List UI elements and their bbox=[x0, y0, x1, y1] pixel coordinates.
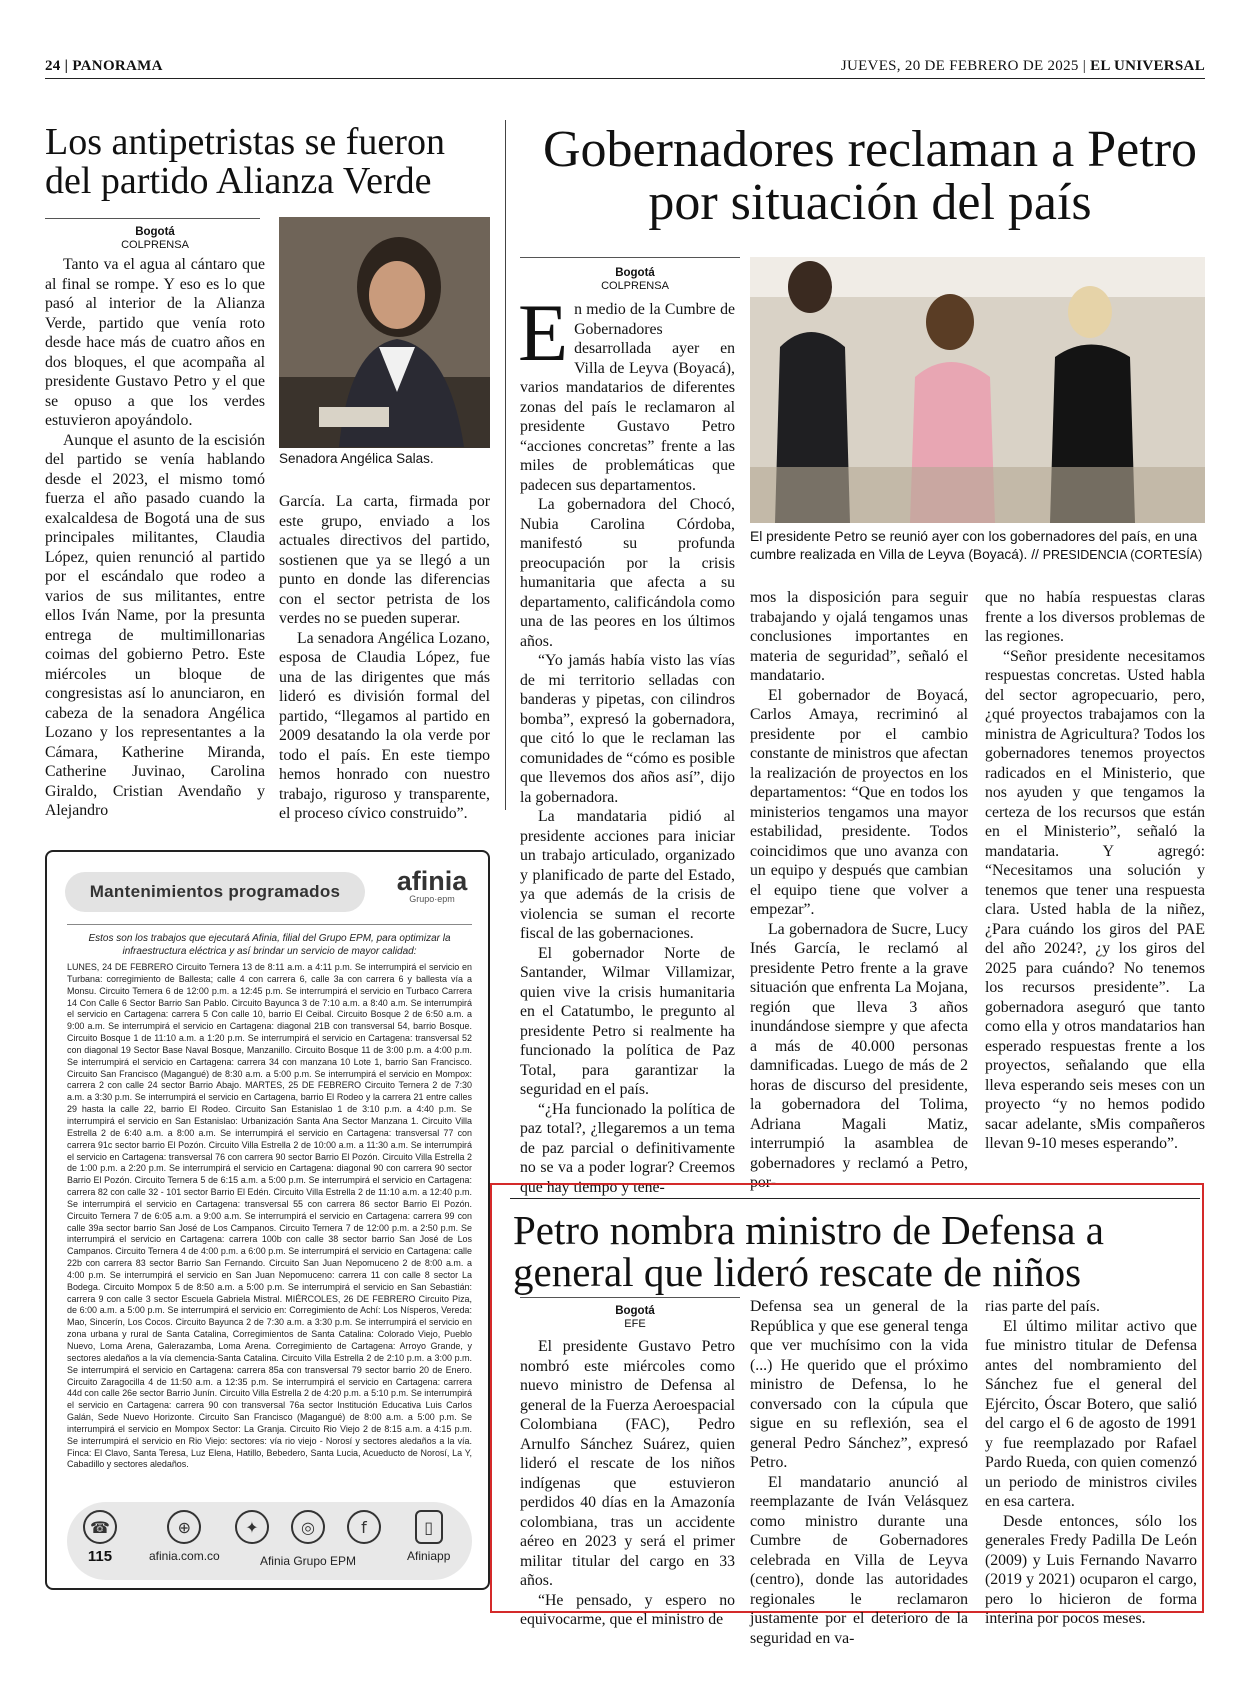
byline-agency: EFE bbox=[624, 1317, 646, 1330]
web-block bbox=[149, 1510, 220, 1563]
article2-column-2 bbox=[750, 588, 968, 1193]
newspaper-name: EL UNIVERSAL bbox=[1090, 58, 1205, 74]
paragraph: El último militar activo que fue ministro titular de Defensa antes del nombramiento del Sánchez fue el general del Ejército, Óscar Botero, que salió del cargo el 6 de agosto de 1991 y fue reemplazado por Rafael Pardo Rueda, con quien comenzó un periodo de ministros civiles en esa cartera. bbox=[985, 1317, 1197, 1510]
paragraph: “Señor presidente necesitamos respuestas concretas. Usted habla del sector agropecuario, pero, ¿qué proyectos trabajamos con la ministra de Agricultura? Todos los gobernadores tenemos proyectos radicados en el Ministerio, que nos ayuden y que tengamos la certeza de los recursos que están en el Ministerio”, señaló la mandataria. Y agregó: “Necesitamos una solución y tenemos que tener una respuesta clara. Usted habla de la niñez, ¿Para cuándo los giros del PAE del año 2024?, ¿y los giros del 2025 para cuándo? No tenemos los recursos presidente”. La gobernadora aseguró que tanto como ella y otros mandatarios han esperado respuestas frente a los proyectos, señalando que ella lleva esperando seis meses con un proyecto “y no hemos podido sacar adelante, sMis compañeros llevan 9-10 meses esperando”. bbox=[985, 647, 1205, 1152]
article3-column-1 bbox=[520, 1337, 735, 1630]
paragraph: Tanto va el agua al cántaro que al final se rompe. Y eso es lo que pasó al interior de la Alianza Verde, partido que venía roto desde hace más de cuatro años en dos bloques, el que acompaña al presidente Gustavo Petro y el que se opuso a que los verdes estuvieron apoyándolo. bbox=[45, 256, 265, 429]
byline-city: Bogotá bbox=[135, 226, 175, 238]
article1-byline bbox=[90, 226, 220, 251]
paragraph: García. La carta, firmada por este grupo, enviado a los actuales directivos del partido, sostienen que ya se llegó a un punto en donde las diferencias con el sector petrista de los verdes no se pueden superar. bbox=[279, 493, 490, 627]
article3-title: Petro nombra ministro de Defensa a general que lideró rescate de niños bbox=[513, 1207, 1104, 1295]
web-icon: ⊕ bbox=[167, 1510, 201, 1544]
afinia-logo bbox=[382, 866, 482, 904]
article2-column-3 bbox=[985, 588, 1205, 1154]
article2-photo-caption bbox=[750, 528, 1205, 564]
caption-text: El presidente Petro se reunió ayer con los gobernadores del país, en una cumbre realizada en Villa de Leyva (Boyacá). // bbox=[750, 529, 1198, 562]
byline-rule bbox=[520, 257, 740, 258]
phone-number: 115 bbox=[87, 1548, 113, 1565]
paragraph: Defensa sea un general de la República y que ese general tenga que ver muchísimo con la vida (...) He querido que el próximo ministro de Defensa, lo he conversado con la cúpula que sigue en su reflexión, sea el general Pedro Sánchez”, expresó Petro. bbox=[750, 1298, 968, 1471]
web-address: afinia.com.co bbox=[149, 1549, 220, 1563]
page-header-left: 24 | PANORAMA bbox=[45, 58, 163, 74]
page-header-right: JUEVES, 20 DE FEBRERO DE 2025 | EL UNIVERSAL bbox=[840, 58, 1205, 74]
paragraph: El mandatario anunció al reemplazante de Iván Velásquez como ministro durante una Cumbre de Gobernadores celebrada en Villa de Leyva (centro), donde las autoridades regionales le reclamaron justamente por el deterioro de la seguridad en va- bbox=[750, 1473, 968, 1647]
paragraph: que no había respuestas claras frente a los diversos problemas de las regiones. bbox=[985, 589, 1205, 645]
article1-column-2 bbox=[279, 492, 490, 824]
facebook-icon: f bbox=[347, 1510, 381, 1544]
byline-agency: COLPRENSA bbox=[121, 238, 189, 251]
paragraph: “¿Ha funcionado la política de paz total?, ¿llegaremos a un tema de paz parcial o definitivamente no se va a poder lograr? Creemos que hay tiempo y tene- bbox=[520, 1100, 735, 1196]
article3-column-2 bbox=[750, 1297, 968, 1648]
article2-column-1 bbox=[518, 287, 735, 1197]
paragraph: El gobernador Norte de Santander, Wilmar Villamizar, quien vive la crisis humanitaria en el Catatumbo, le pregunto al presidente Petro si realmente ha funcionado la política de Paz Total, para garantizar la seguridad en el país. bbox=[520, 944, 735, 1098]
paragraph: mos la disposición para seguir trabajando y ojalá tengamos unas conclusiones importantes en materia de seguridad”, señaló el mandatario. bbox=[750, 589, 968, 684]
section-name: PANORAMA bbox=[72, 58, 163, 74]
drop-cap: E bbox=[518, 287, 569, 378]
phone-block bbox=[83, 1510, 117, 1565]
byline-city: Bogotá bbox=[615, 267, 655, 279]
lead-text: n medio de la Cumbre de Gobernadores desarrollada ayer en Villa de Leyva (Boyacá), varios mandatarios de diferentes zonas del país le reclamaron al presidente Gustavo Petro “acciones concretas” frente a las miles de problemáticas que padecen sus departamentos. bbox=[520, 301, 735, 494]
paragraph: Aunque el asunto de la escisión del partido se venía hablando desde el 2023, el mismo tomó fuerza el año pasado cuando la exalcaldesa de Bogotá una de sus principales militantes, Claudia López, quien renunció al partido por el escándalo que rodeo a varios de sus militantes, entre ellos Iván Name, por la presunta entrega de multimillonarias coimas del gobierno Petro. Este miércoles un bloque de congresistas así lo anunciaron, en cabeza de la senadora Angélica Lozano y los representantes a la Cámara, Katherine Miranda, Catherine Juvinao, Carolina Giraldo, Cristian Avendaño y Alejandro bbox=[45, 431, 265, 819]
article3-column-3 bbox=[985, 1297, 1197, 1629]
byline-city: Bogotá bbox=[615, 1305, 655, 1317]
article1-column-1 bbox=[45, 255, 265, 821]
article1-title: Los antipetristas se fueron del partido Alianza Verde bbox=[45, 121, 445, 202]
ad-footer bbox=[67, 1502, 472, 1580]
brand-name: afinia bbox=[396, 866, 468, 896]
twitter-icon: ✦ bbox=[235, 1510, 269, 1544]
article3-byline bbox=[570, 1305, 700, 1330]
lead-paragraph bbox=[518, 287, 735, 495]
paragraph: rias parte del país. bbox=[985, 1298, 1100, 1315]
column-divider bbox=[505, 120, 506, 810]
paragraph: La gobernadora de Sucre, Lucy Inés García, le reclamó al presidente Petro frente a la grave situación que enfrenta La Mojana, región que lleva 3 años inundándose siempre y que afecta a más de 40.000 personas damnificadas. Luego de más de 2 horas de discurso del presidente, la gobernadora del Tolima, Adriana Magali Matiz, interrumpió la asamblea de gobernadores y reclamó a Petro, por- bbox=[750, 920, 968, 1191]
senator-photo bbox=[279, 217, 490, 448]
paragraph: La gobernadora del Chocó, Nubia Carolina Córdoba, manifestó su profunda preocupación por la crisis humanitaria que afecta a su departamento, calificándola como una de las peores en los últimos años. bbox=[520, 496, 735, 650]
article2-byline bbox=[570, 267, 700, 292]
phone-icon: ☎ bbox=[83, 1510, 117, 1544]
paragraph: “He pensado, y espero no equivocarme, que el ministro de bbox=[520, 1591, 735, 1628]
paragraph: “Yo jamás había visto las vías de mi territorio selladas con banderas y pipetas, con cilindros bomba”, expresó la gobernadora, que citó lo que le reclaman las comunidades de “cómo es posible que llevemos dos años así”, dijo la gobernadora. bbox=[520, 652, 735, 806]
app-name: Afiniapp bbox=[407, 1549, 451, 1563]
article2-title: Gobernadores reclaman a Petro por situación del país bbox=[542, 121, 1198, 232]
article1-photo-caption: Senadora Angélica Salas. bbox=[279, 451, 434, 466]
issue-date: JUEVES, 20 DE FEBRERO DE 2025 bbox=[840, 58, 1079, 74]
ad-title: Mantenimientos programados bbox=[65, 872, 365, 912]
ad-rule bbox=[67, 924, 472, 925]
byline-rule bbox=[520, 1297, 740, 1298]
brand-sub: Grupo·epm bbox=[409, 894, 455, 904]
app-icon: ▯ bbox=[415, 1510, 443, 1544]
governors-photo-illustration bbox=[750, 257, 1205, 523]
photo-credit: PRESIDENCIA (CORTESÍA) bbox=[1042, 548, 1203, 562]
paragraph: La mandataria pidió al presidente acciones para iniciar un trabajo articulado, organizado y planificado de parte del Estado, ya que además de la crisis de violencia se suman el recorte fiscal de las gobernaciones. bbox=[520, 808, 735, 942]
page-number: 24 bbox=[45, 58, 61, 74]
ad-intro: Estos son los trabajos que ejecutará Afinia, filial del Grupo EPM, para optimizar la infraestructura eléctrica y así brindar un servicio de mayor calidad: bbox=[88, 933, 451, 957]
governors-photo bbox=[750, 257, 1205, 523]
afinia-ad bbox=[45, 850, 490, 1590]
paragraph: El gobernador de Boyacá, Carlos Amaya, recriminó al presidente por el cambio constante de ministros que afectan la realización de proyectos en los departamentos: “Que en todos los ministerios tengamos una mayor estabilidad, presidente. Todos coincidimos que uno avanza con un equipo y después que cambian el equipo tiene que volver a empezar”. bbox=[750, 686, 968, 918]
article3-top-rule bbox=[510, 1198, 1200, 1199]
paragraph: El presidente Gustavo Petro nombró este miércoles como nuevo ministro de Defensa al general de la Fuerza Aeroespacial Colombiana (FAC), Pedro Arnulfo Sánchez Suárez, quien lideró el rescate de los niños indígenas que estuvieron perdidos 40 días en la Amazonía colombiana, tras un accidente aéreo en 2023 y será el primer militar titular del cargo en 33 años. bbox=[520, 1338, 735, 1589]
paragraph: La senadora Angélica Lozano, esposa de Claudia López, fue una de las dirigentes que más lideró es división formal del partido, “llegamos al partido en 2009 desatando la ola verde por todo el país. En este tiempo hemos honrado con nuestro trabajo, riguroso y transparente, el proceso cívico construido”. bbox=[279, 629, 490, 822]
ad-schedule: LUNES, 24 DE FEBRERO Circuito Ternera 13 de 8:11 a.m. a 4:11 p.m. Se interrumpirá el servicio en Turbana: corregimiento de Ballesta; calle 4 con carrera 6, calle 3a con carrera 6 y ballesta vía a Monsu. Circuito Ternera 6 de 12:00 p.m. a 12:45 p.m. Se interrumpirá el servicio en Turbaco Carrera 14 Con Calle 6 Sector Barrio San Pablo. Circuito Bayunca 3 de 7:10 a.m. a 8:40 a.m. Se interrumpirá el servicio en Cartagena: carrera 5 Con calle 10, barrio El Ceibal. Circuito Bosque 2 de 6:50 a.m. a 9:00 a.m. Se interrumpirá el servicio en Cartagena: diagonal 21B con transversal 54, barrio Bosque. Circuito Bosque 1 de 11:10 a.m. a 1:20 p.m. Se interrumpirá el servicio en Cartagena: transversal 52 con diagonal 19 Sector Base Naval Bosque, Manzanillo. Circuito Bosque 11 de 3:00 p.m. a 4:00 p.m. Se interrumpirá el servicio en Cartagena: carrera 34 con manzana 10 Lote 1, barrio San Francisco. Circuito San Francisco (Magangué) de 8:30 a.m. a 5:00 p.m. Se interrumpirá el servicio en Mompox: carrera 2 con calle 24 sector Barrio Abajo. MARTES, 25 DE FEBRERO Circuito Ternera 2 de 7:30 a.m. a 3:30 p.m. Se interrumpirá el servicio en Cartagena, barrio El Rodeo y la carrera 21 entre calles 29 hasta la calle 22, barrio El Rodeo. Circuito San Estanislao 1 de 3:10 p.m. a 4:40 p.m. Se interrumpirá el servicio en San Estanislao: Urbanización Santa Ana Sector Manzana 1. Circuito Villa Estrella 2 de 6:40 a.m. a 8:00 a.m. Se interrumpirá el servicio en Cartagena: transversal 77 con carrera 91c sector barrio El Pozón. Circuito Villa Estrella 2 de 10:00 a.m. a 11:30 a.m. Se interrumpirá el servicio en Cartagena: transversal 76 con carrera 90 sector Barrio El Pozón. Circuito Villa Estrella 2 de 1:00 p.m. a 2:20 p.m. Se interrumpirá el servicio en Cartagena: diagonal 90 con carrera 90 sector Barrio El Pozón. Circuito Ternera 5 de 6:15 a.m. a 5:00 p.m. Se interrumpirá el servicio en Cartagena: carrera 82 con calle 32 - 101 sector Barrio El Edén. Circuito Villa Estrella 2 de 11:10 a.m. a 12:40 p.m. Se interrumpirá el servicio en Cartagena: transversal 55 con carrera 86 sector Barrio El Pozón. Circuito Ternera 7 de 6:05 a.m. a 9:00 a.m. Se interrumpirá el servicio en Cartagena: carrera 99 con calle 39a sector barrio San José de Los Campanos. Circuito Ternera 7 de 12:00 p.m. a 2:50 p.m. Se interrumpirá el servicio en Cartagena: carrera 100b con calle 38 sector barrio San José de Los Campanos. Circuito Ternera 4 de 4:00 p.m. a 6:00 p.m. Se interrumpirá el servicio en Cartagena: calle 22b con carrera 83 sector Barrio San Fernando. Circuito San Juan Nepomuceno 2 de 8:00 a.m. a 4:00 p.m. Se interrumpirá el servicio en San Juan Nepomuceno: carrera 11 con calle 8 sector La Bodega. Circuito Mompox 5 de 8:50 a.m. a 5:00 p.m. Se interrumpirá el servicio en San Sebastián: carrera 9 con calle 3 sector Escuela Gabriela Mistral. MIÉRCOLES, 26 DE FEBRERO Circuito Piza, de 6:00 a.m. a 5:00 p.m. Se interrumpirá el servicio en: Corregimiento de Achí: Los Nísperos, Vereda: Mao, Sincerín, Los Cocos. Circuito Bayunca 2 de 7:30 a.m. a 3:30 p.m. Se interrumpirá el servicio en zona urbana y rural de Santa Catalina, Corregimientos de Santa Catalina: Colorado Viejo, Pueblo Nuevo, Loma Arena, Galerazamba, Loma Arena. Corregimiento de Cartagena: Arroyo Grande, y sectores aledaños a la vía clemencia-Santa Catalina. Circuito Villa Estrella 2 de 2:10 p.m. a 3:00 p.m. Se interrumpirá el servicio en Cartagena: carrera 85a con transversal 79 sector barrio 20 de Enero. Circuito Zaragocilla 4 de 11:50 a.m. a 12:35 p.m. Se interrumpirá el servicio en Cartagena: carrera 44d con calle 26e sector Barrio Junín. Circuito Villa Estrella 2 de 4:20 p.m. a 5:10 p.m. Se interrumpirá el servicio en Cartagena: carrera 90 con transversal 76a sector Institución Educativa Luis Carlos Galán, Sede Nuevo Horizonte. Circuito San Francisco (Magangué) de 8:00 a.m. a 5:00 p.m. Se interrumpirá el servicio en Mompox Sector: La Granja. Circuito Rio Viejo 2 de 8:15 a.m. a 4:15 p.m. Se interrumpirá el servicio en Rio Viejo: sectores: vía rio viejo - Norosí y sectores aledaños a la vía. Finca: El Clavo, Santa Teresa, Luz Elena, Hatillo, Bebedero, Santa Lucia, Acueducto de Norosí, La Y, Cabadillo y sectores aledaños. bbox=[67, 962, 472, 1470]
social-handle: Afinia Grupo EPM bbox=[259, 1554, 357, 1568]
byline-rule bbox=[45, 218, 260, 219]
senator-photo-illustration bbox=[279, 217, 490, 448]
header-rule bbox=[45, 78, 1205, 79]
app-block bbox=[407, 1510, 450, 1563]
instagram-icon: ◎ bbox=[291, 1510, 325, 1544]
paragraph: Desde entonces, sólo los generales Fredy Padilla De León (2009) y Luis Fernando Navarro (2019 y 2021) ocuparon el cargo, pero lo hicieron de forma interina por pocos meses. bbox=[985, 1512, 1197, 1627]
byline-agency: COLPRENSA bbox=[601, 279, 669, 292]
